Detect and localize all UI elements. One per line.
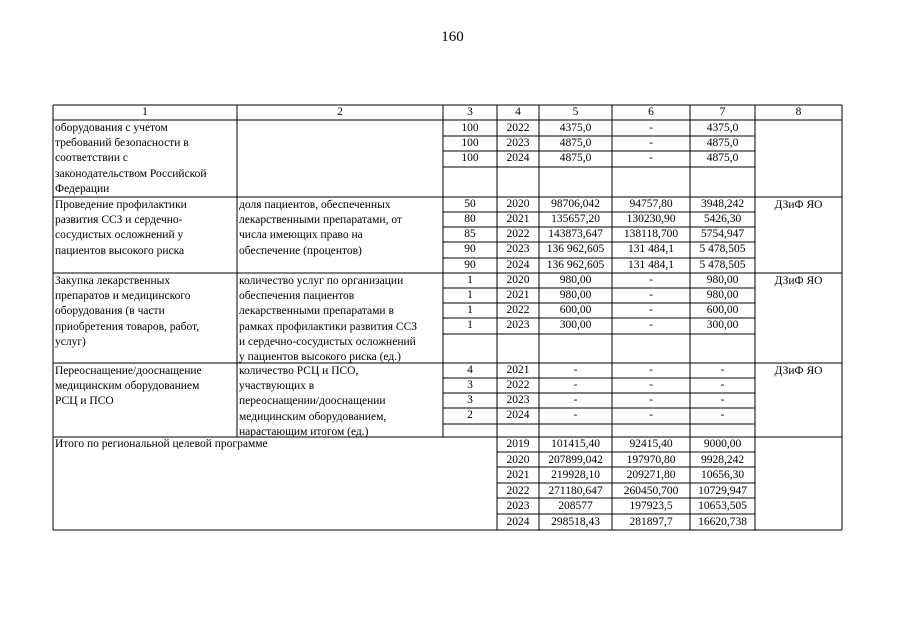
activity-text: препаратов и медицинского	[55, 290, 191, 303]
target-value: 80	[464, 213, 476, 225]
target-value: 3	[467, 379, 473, 391]
year-cell: 2019	[506, 438, 530, 450]
federal-cell: -	[649, 152, 653, 164]
column-header: 1	[142, 106, 148, 118]
page-number: 160	[441, 29, 464, 45]
activity-text: Федерации	[55, 182, 110, 195]
activity-text: оборудования (в части	[55, 305, 165, 318]
year-cell: 2024	[506, 259, 530, 271]
regional-cell: 3948,242	[700, 198, 745, 210]
regional-cell: 10729,947	[698, 484, 747, 497]
year-cell: 2023	[506, 243, 530, 255]
indicator-text: участвующих в	[239, 380, 315, 393]
regional-cell: -	[720, 364, 725, 376]
regional-cell: 4375,0	[706, 122, 739, 134]
total-cell: 300,00	[559, 319, 592, 331]
year-cell: 2023	[506, 319, 530, 331]
year-cell: 2022	[506, 379, 530, 391]
total-cell: -	[573, 379, 578, 391]
column-header: 6	[648, 106, 654, 118]
activity-text: оборудования с учетом	[55, 122, 168, 134]
total-cell: 600,00	[559, 304, 592, 316]
indicator-text: лекарственными препаратами в	[239, 305, 394, 318]
year-cell: 2021	[506, 289, 530, 301]
regional-cell: -	[720, 394, 725, 406]
federal-cell: -	[649, 319, 653, 331]
federal-cell: 197970,80	[626, 453, 676, 466]
regional-cell: 600,00	[706, 304, 739, 316]
year-cell: 2020	[506, 453, 530, 466]
regional-cell: 9000,00	[703, 438, 742, 450]
target-value: 85	[464, 228, 476, 240]
activity-text: РСЦ и ПСО	[55, 395, 114, 408]
activity-text: услуг)	[55, 335, 86, 348]
total-cell: 4875,0	[559, 152, 592, 164]
regional-cell: 9928,242	[700, 453, 745, 466]
indicator-text: доля пациентов, обеспеченных	[239, 199, 391, 211]
regional-cell: -	[720, 379, 725, 391]
regional-cell: 5754,947	[700, 228, 745, 240]
responsible-party: ДЗиФ ЯО	[774, 365, 823, 377]
target-value: 100	[461, 122, 479, 134]
responsible-party: ДЗиФ ЯО	[774, 199, 823, 211]
total-cell: 136 962,605	[546, 259, 605, 271]
year-cell: 2021	[506, 213, 530, 225]
year-cell: 2020	[506, 198, 530, 210]
total-cell: 143873,647	[548, 228, 603, 240]
federal-cell: -	[649, 304, 653, 316]
indicator-text: обеспечения пациентов	[239, 290, 355, 303]
federal-cell: 281897,7	[629, 515, 673, 528]
year-cell: 2022	[506, 228, 530, 240]
year-cell: 2022	[506, 304, 530, 316]
year-cell: 2023	[506, 137, 530, 149]
regional-cell: 5426,30	[703, 213, 742, 225]
regional-cell: 10653,505	[698, 500, 747, 512]
federal-cell: 260450,700	[623, 484, 679, 497]
column-header: 7	[719, 106, 726, 118]
total-cell: 271180,647	[548, 484, 603, 497]
regional-cell: 10656,30	[700, 469, 745, 481]
total-cell: -	[573, 364, 578, 376]
total-cell: 4375,0	[559, 122, 592, 134]
target-value: 90	[464, 259, 476, 271]
indicator-text: количество услуг по организации	[239, 275, 404, 287]
activity-text: соответствии с	[55, 152, 128, 165]
regional-cell: 980,00	[706, 289, 739, 301]
year-cell: 2020	[506, 274, 530, 286]
responsible-party: ДЗиФ ЯО	[774, 275, 823, 287]
federal-cell: 131 484,1	[628, 243, 674, 255]
federal-cell: 94757,80	[629, 198, 673, 210]
total-cell: 980,00	[559, 289, 592, 301]
year-cell: 2022	[506, 484, 530, 497]
activity-text: Переоснащение/дооснащение	[55, 365, 202, 377]
target-value: 1	[467, 274, 473, 286]
column-header: 4	[515, 106, 521, 118]
federal-cell: 138118,700	[623, 228, 679, 240]
indicator-text: и сердечно-сосудистых осложнений	[239, 335, 416, 348]
year-cell: 2024	[506, 152, 530, 164]
total-cell: -	[573, 409, 578, 421]
activity-text: развития ССЗ и сердечно-	[55, 214, 183, 227]
total-cell: 298518,43	[551, 515, 600, 528]
year-cell: 2021	[506, 469, 530, 481]
indicator-text: обеспечение (процентов)	[239, 244, 362, 257]
total-cell: 136 962,605	[546, 243, 605, 255]
regional-cell: 300,00	[706, 319, 739, 331]
total-cell: 980,00	[559, 274, 592, 286]
year-cell: 2024	[506, 515, 530, 528]
target-value: 1	[467, 319, 473, 331]
regional-cell: 980,00	[706, 274, 739, 286]
activity-text: требований безопасности в	[55, 137, 189, 150]
year-cell: 2022	[506, 122, 530, 134]
target-value: 4	[467, 364, 473, 376]
federal-cell: -	[649, 364, 653, 376]
year-cell: 2023	[506, 500, 530, 512]
federal-cell: -	[649, 137, 653, 149]
target-value: 90	[464, 243, 476, 255]
activity-text: законодательством Российской	[55, 167, 207, 180]
target-value: 1	[467, 304, 473, 316]
activity-text: приобретения товаров, работ,	[55, 320, 200, 333]
indicator-text: количество РСЦ и ПСО,	[239, 365, 359, 377]
year-cell: 2024	[506, 409, 530, 421]
federal-cell: 92415,40	[629, 438, 673, 450]
total-cell: 98706,042	[551, 198, 600, 210]
regional-cell: 4875,0	[706, 137, 739, 149]
total-cell: 207899,042	[548, 453, 603, 466]
column-header: 8	[795, 106, 802, 118]
target-value: 1	[467, 289, 473, 301]
activity-text: пациентов высокого риска	[55, 244, 185, 257]
federal-cell: -	[649, 122, 653, 134]
total-cell: 101415,40	[551, 438, 600, 450]
total-cell: 135657,20	[551, 213, 600, 225]
federal-cell: -	[649, 379, 653, 391]
target-value: 50	[464, 198, 476, 210]
regional-cell: -	[720, 409, 725, 421]
indicator-text: числа имеющих право на	[239, 229, 363, 242]
target-value: 100	[461, 137, 479, 149]
column-header: 5	[572, 106, 579, 118]
activity-text: Закупка лекарственных	[55, 275, 171, 287]
indicator-text: нарастающим итогом (ед.)	[239, 425, 369, 438]
regional-cell: 5 478,505	[699, 259, 746, 271]
indicator-text: переоснащении/дооснащении	[239, 395, 386, 408]
target-value: 100	[461, 152, 479, 164]
target-value: 3	[467, 394, 473, 406]
regional-cell: 16620,738	[698, 515, 747, 528]
federal-cell: 131 484,1	[628, 259, 674, 271]
indicator-text: лекарственными препаратами, от	[239, 214, 402, 227]
total-label: Итого по региональной целевой программе	[55, 438, 268, 450]
indicator-text: медицинским оборудованием,	[239, 410, 387, 423]
indicator-text: рамках профилактики развития ССЗ	[239, 320, 418, 333]
indicator-text: у пациентов высокого риска (ед.)	[239, 351, 401, 363]
federal-cell: -	[649, 394, 653, 406]
federal-cell: 130230,90	[626, 213, 676, 225]
federal-cell: -	[649, 409, 653, 421]
federal-cell: -	[649, 289, 653, 301]
regional-cell: 4875,0	[706, 152, 739, 164]
total-cell: -	[573, 394, 578, 406]
year-cell: 2023	[506, 394, 530, 406]
activity-text: сосудистых осложнений у	[55, 229, 184, 242]
total-cell: 219928,10	[551, 469, 600, 481]
total-cell: 208577	[558, 500, 593, 512]
total-cell: 4875,0	[559, 137, 592, 149]
target-value: 2	[467, 409, 473, 421]
column-header: 3	[467, 106, 473, 118]
year-cell: 2021	[506, 364, 530, 376]
regional-cell: 5 478,505	[699, 243, 746, 255]
federal-cell: 209271,80	[626, 469, 676, 481]
federal-cell: 197923,5	[629, 500, 673, 512]
federal-cell: -	[649, 274, 653, 286]
activity-text: медицинским оборудованием	[55, 380, 200, 393]
column-header: 2	[337, 106, 343, 118]
activity-text: Проведение профилактики	[55, 199, 187, 211]
